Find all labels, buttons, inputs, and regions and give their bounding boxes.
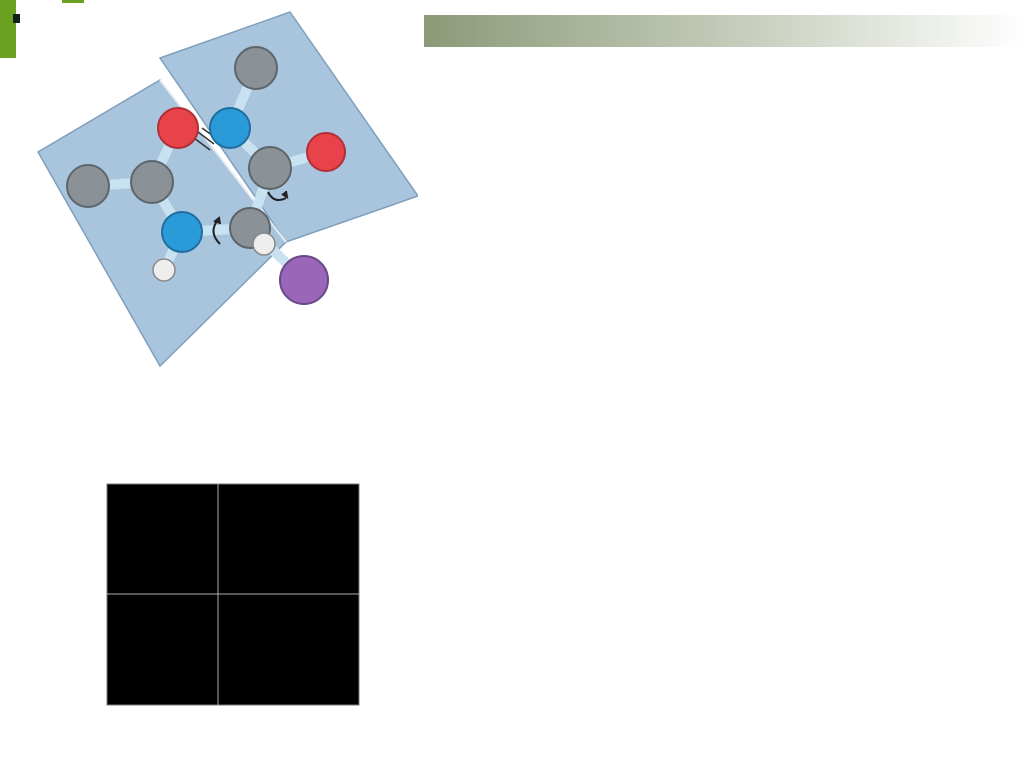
atom-oxygen-right — [307, 133, 345, 171]
atom-c-alpha-left — [67, 165, 109, 207]
header-gradient-bar — [424, 15, 1024, 47]
atom-c-alpha-top — [235, 47, 277, 89]
ramachandran-plot — [30, 476, 360, 756]
corner-accent-mark — [13, 14, 20, 23]
atom-carbon-right — [249, 147, 291, 189]
atom-r-group — [280, 256, 328, 304]
atom-hydrogen-center — [253, 233, 275, 255]
corner-accent-bar — [0, 0, 16, 58]
corner-accent-dash — [62, 0, 84, 3]
atom-oxygen-center — [158, 108, 198, 148]
atom-nitrogen-bottom — [162, 212, 202, 252]
peptide-group-illustration — [28, 10, 418, 370]
atom-carbon-left — [131, 161, 173, 203]
atom-hydrogen-bottom — [153, 259, 175, 281]
atom-nitrogen-top — [210, 108, 250, 148]
